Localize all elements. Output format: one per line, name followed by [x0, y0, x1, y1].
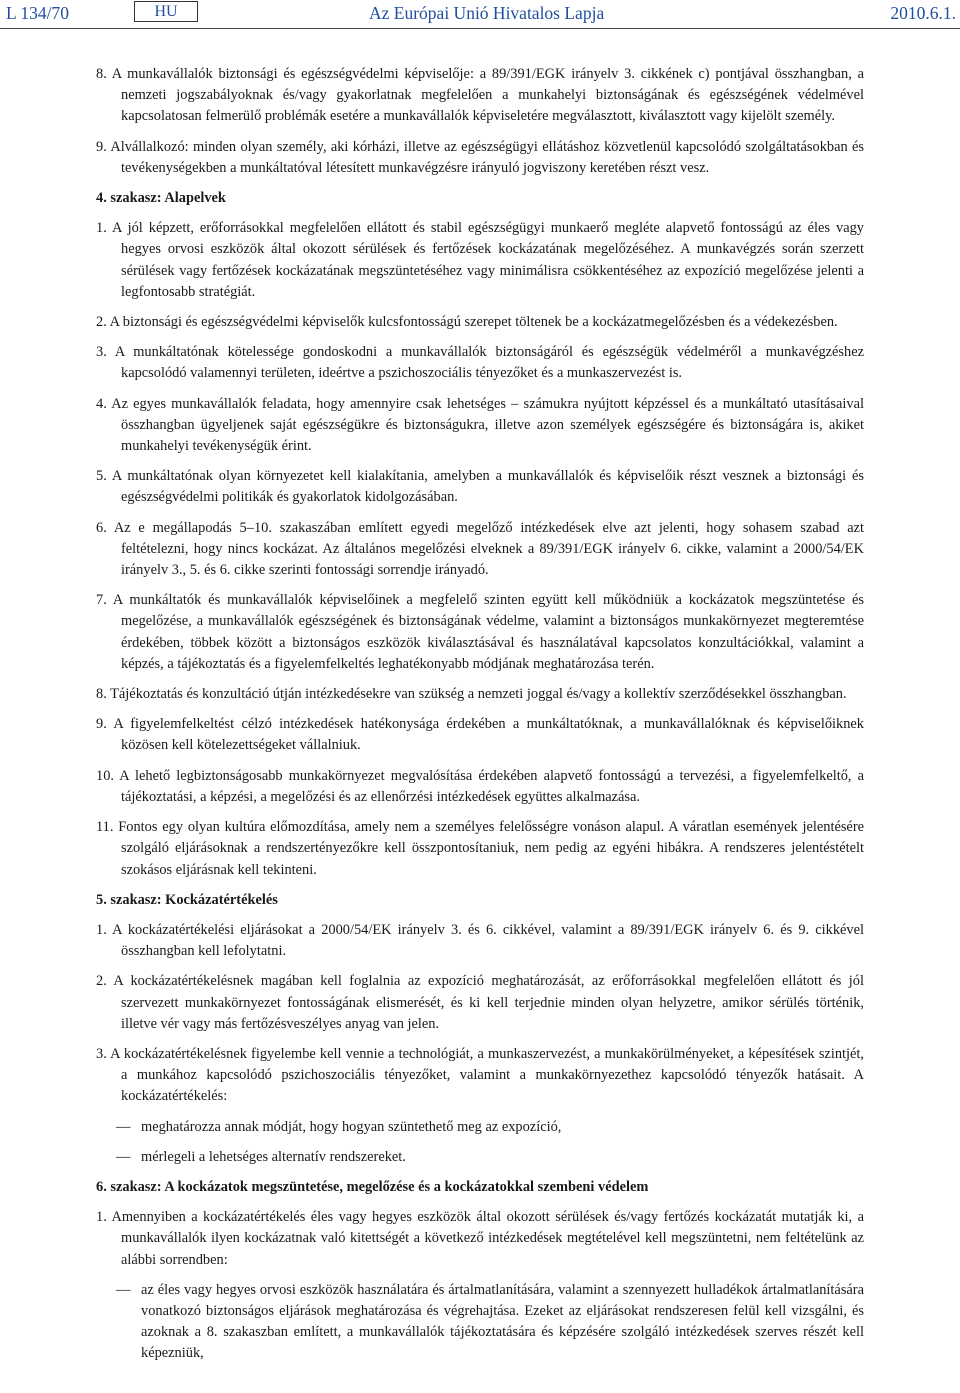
numbered-paragraph: 9. A figyelemfelkeltést célzó intézkedések hatékonysága érdekében a munkáltatóknak, a munkavállalóknak és képviselőiknek közösen kell kötelezettségeket vállalniuk. [96, 716, 864, 754]
numbered-paragraph: 9. Alvállalkozó: minden olyan személy, aki kórházi, illetve az egészségügyi ellátáshoz közvetlenül kapcsolódó szolgáltatásokban és tevékenységekben a munkáltatóval létesített munkavégzésre irányuló jogviszony keretében részt vesz. [96, 138, 864, 176]
page-header [0, 0, 960, 28]
dash-item-text: meghatározza annak módját, hogy hogyan szüntethető meg az expozíció, [141, 1118, 562, 1135]
numbered-paragraph: 1. A kockázatértékelési eljárásokat a 2000/54/EK irányelv 3. és 6. cikkével, valamint a 89/391/EGK irányelv 6. és 9. cikkével összhangban kell lefolytatni. [96, 921, 864, 960]
numbered-paragraph: 4. Az egyes munkavállalók feladata, hogy amennyire csak lehetséges – számukra nyújtott képzéssel és a munkáltató utasításaival összhangban ügyeljenek saját egészségükre és biztonságukra, illetve azon személyek egészségére és biztonságára is, akiket munkahelyi tevékenységük érint. [96, 395, 864, 455]
language-code-box: HU [134, 1, 198, 22]
dash-list-item [96, 1117, 864, 1138]
dash-bullet: — [116, 1148, 131, 1165]
section-heading: 5. szakasz: Kockázatértékelés [96, 891, 278, 908]
header-divider [0, 28, 960, 29]
numbered-paragraph: 7. A munkáltatók és munkavállalók képviselőinek a megfelelő szinten együtt kell működniük a kockázatok megszüntetése és megelőzése, a munkavállalók egészségének és biztonságának védelme, valamint a biztonságos munkakörnyezet megteremtése érdekében, többek között a biztonságos eszközök kiválasztásával és használatával kapcsolatos konzultációkkal, valamint a képzés, a tájékoztatás és a figyelemfelkeltés leghatékonyabb módjának meghatározása terén. [96, 592, 864, 672]
numbered-paragraph: 8. Tájékoztatás és konzultáció útján intézkedésekre van szükség a nemzeti joggal és/vagy a kollektív szerződésekkel összhangban. [96, 686, 847, 703]
publication-date: 2010.6.1. [890, 3, 956, 23]
numbered-paragraph: 2. A biztonsági és egészségvédelmi képviselők kulcsfontosságú szerepet töltenek be a kockázatmegelőzésben és a védekezésben. [96, 314, 838, 331]
dash-item-text: az éles vagy hegyes orvosi eszközök használatára és ártalmatlanítására, valamint a szennyezett hulladékok ártalmatlanítására vonatkozó biztonságos eljárások meghatározása és végrehajtása. Ezeket az eljárásokat rendszeresen felül kell vizsgálni, és azoknak a 8. szakaszban említett, a munkavállalók tájékoztatására és képzésére szolgáló intézkedések szerves részét kell képezniük, [141, 1281, 864, 1362]
journal-title: Az Európai Unió Hivatalos Lapja [369, 3, 605, 23]
numbered-paragraph: 3. A kockázatértékelésnek figyelembe kell vennie a technológiát, a munkaszervezést, a munkakörülményeket, a képesítések szintjét, a munkához kapcsolódó pszichoszociális tényezőket, valamint a munkakörnyezethez kapcsolódó tényezők hatásait. A kockázatértékelés: [96, 1045, 864, 1105]
section-heading: 4. szakasz: Alapelvek [96, 190, 226, 207]
numbered-paragraph: 1. Amennyiben a kockázatértékelés éles vagy hegyes eszközök által okozott sérülések és/vagy fertőzés kockázatát mutatják ki, a munkavállalók ilyen kockázatnak való kitettségét a következő intézkedések megtételével kell megszüntetni, nem feltételünk az alábbi sorrendben: [96, 1209, 864, 1268]
numbered-paragraph: 5. A munkáltatónak olyan környezetet kell kialakítania, amelyben a munkavállalók és képviselőik részt vesznek a biztonsági és egészségvédelmi politikák és gyakorlatok kidolgozásában. [96, 468, 864, 506]
page-reference: L 134/70 [6, 3, 70, 23]
document-body [96, 64, 864, 1374]
numbered-paragraph: 11. Fontos egy olyan kultúra előmozdítása, amely nem a személyes felelősségre vonáson alapul. A váratlan események jelentésére szolgáló eljárásoknak a rendszertényezőkre kell összpontosítaniuk, nem pedig az egyéni hibákra. A rendszeres jelentéstételt szokásos eljárásnak kell tekinteni. [96, 819, 864, 878]
numbered-paragraph: 2. A kockázatértékelésnek magában kell foglalnia az expozíció meghatározását, az erőforrásokkal megfelelően ellátott és jól szervezett munkakörnyezet fontosságának elismerését, és ki kell terjednie minden olyan helyzetre, amikor sérülés történik, illetve vér vagy más fertőzésveszélyes anyag van jelen. [96, 973, 864, 1032]
dash-list-item [96, 1147, 864, 1168]
numbered-paragraph: 1. A jól képzett, erőforrásokkal megfelelően ellátott és stabil egészségügyi munkaerő megléte alapvető fontosságú az éles vagy hegyes orvosi eszközök által okozott sérülések és fertőzések kockázatának megelőzéséhez. A munkavégzés során szerzett sérülések vagy fertőzések kockázatának megszüntetéséhez vagy minimálisra csökkentéséhez az expozíció megelőzése jelenti a legfontosabb stratégiát. [96, 220, 864, 300]
numbered-paragraph: 10. A lehető legbiztonságosabb munkakörnyezet megvalósítása érdekében alapvető fontosságú a tervezési, a figyelemfelkeltő, a tájékoztatási, a képzési, a megelőzési és az ellenőrzési intézkedések együttes alkalmazása. [96, 767, 864, 805]
numbered-paragraph: 8. A munkavállalók biztonsági és egészségvédelmi képviselője: a 89/391/EGK irányelv 3. cikkének c) pontjával összhangban, a nemzeti jogszabályoknak és/vagy gyakorlatnak megfelelően a munkahelyi biztonságának és egészségének védelmével kapcsolatosan felmerülő problémák esetére a munkavállalók képviseletére megválasztott, kiválasztott vagy kijelölt személy. [96, 66, 864, 125]
dash-item-text: mérlegeli a lehetséges alternatív rendszereket. [141, 1148, 406, 1165]
numbered-paragraph: 3. A munkáltatónak kötelessége gondoskodni a munkavállalók biztonságáról és egészségük védelméről a munkavégzéshez kapcsolódó valamennyi területen, ideértve a pszichoszociális tényezőket és a munkaszervezést is. [96, 344, 864, 382]
dash-list-item [96, 1280, 864, 1365]
dash-bullet: — [116, 1118, 131, 1135]
numbered-paragraph: 6. Az e megállapodás 5–10. szakaszában említett egyedi megelőző intézkedések elve azt jelenti, hogy sohasem szabad azt feltételezni, hogy nincs kockázat. Az általános megelőzési elveknek a 89/391/EGK irányelv 6. cikke, valamint a 2000/54/EK irányelv 3., 5. és 6. cikke szerinti fontossági sorrendje irányadó. [96, 519, 864, 579]
dash-bullet: — [116, 1281, 131, 1298]
section-heading: 6. szakasz: A kockázatok megszüntetése, megelőzése és a kockázatokkal szembeni védelem [96, 1178, 649, 1195]
